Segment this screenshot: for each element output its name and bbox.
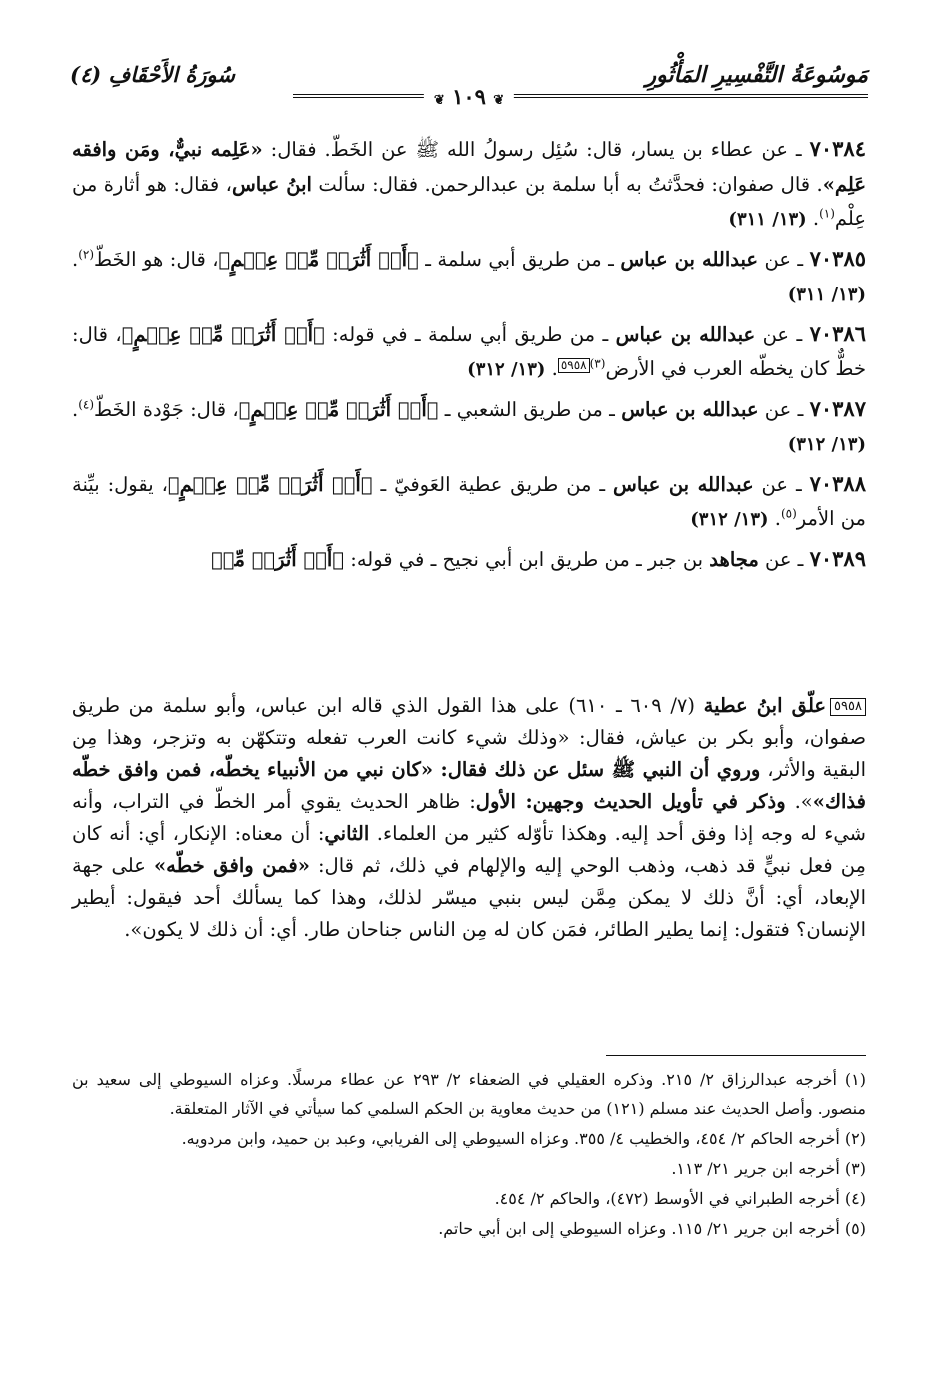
narration-text: ـ عن <box>758 397 810 421</box>
commentary-text <box>72 694 866 941</box>
commentary-box-mark: ٥٩٥٨ <box>830 698 866 716</box>
commentary-part: : أن معناه: الإنكار، أي: أنه كان مِن فعل نبيٍّ قد ذهب، وذهب الوحي إليه والإلهام في ذلك، ثم قال: <box>72 822 866 877</box>
narration-entry: ٧٠٣٨٨ ـ عن عبدالله بن عباس ـ من طريق عطية العَوفيّ ـ ﴿أَوۡ أَثَٰرَةٖ مِّنۡ عِلۡمٍ﴾، يقول: بيِّنة من الأمر$^{(٥)}$. (١٣/ ٣١٢) <box>72 470 866 530</box>
emphasis-text: وذكر في تأويل الحديث وجهين: الأول <box>475 790 786 813</box>
commentary-part: (٧/ ٦٠٩ ـ ٦١٠) على هذا القول الذي قاله ابن عباس، وأبو سلمة من طريق صفوان، وأبو بكر بن عياش، فقال: «وذلك شيء كانت العرب تفعله وتتكهّن به وتزجر، وهذا مِن البقية والأثر، <box>72 694 866 781</box>
emphasis-text: عبدالله بن عباس <box>620 247 759 271</box>
narration-text: ـ عن <box>758 547 810 571</box>
emphasis-text: ﴿أَوۡ أَثَٰرَةٖ مِّنۡ عِلۡمٍ﴾ <box>218 247 419 271</box>
commentary-box-mark: ٥٩٥٨ <box>558 358 590 373</box>
narration-text: ، قال: هو الخَطّ <box>94 247 219 271</box>
emphasis-text: ﴿أَوۡ أَثَٰرَةٖ مِّنۡ عِلۡمٍ﴾ <box>167 472 373 496</box>
narration-number: ٧٠٣٨٨ <box>809 470 866 496</box>
emphasis-text: عبدالله بن عباس <box>621 397 759 421</box>
narration-text: ، قال: خطٌّ كان يخطّه العرب في الأرض <box>72 322 866 380</box>
narration-text: ، يقول: بيِّنة من الأمر <box>72 472 866 530</box>
narration-entry: ٧٠٣٨٦ ـ عن عبدالله بن عباس ـ من طريق أبي سلمة ـ في قوله: ﴿أَوۡ أَثَٰرَةٖ مِّنۡ عِلۡمٍ﴾، قال: خطٌّ كان يخطّه العرب في الأرض$^{(٣)}$٥٩٥٨. (١٣/ ٣١٢) <box>72 320 866 380</box>
narrations <box>72 132 866 581</box>
page-header <box>70 62 868 109</box>
narration-number: ٧٠٣٨٤ <box>809 136 866 161</box>
narration-text: ـ عن <box>753 472 810 496</box>
emphasis-text: وروي أن النبي ﷺ سئل عن ذلك فقال: «كان نبي من الأنبياء يخطّه، فمن وافق خطّه فذاك» <box>72 758 866 813</box>
ornament-icon: ❦ <box>493 93 505 108</box>
narration-entry: ٧٠٣٨٧ ـ عن عبدالله بن عباس ـ من طريق الشعبي ـ ﴿أَوۡ أَثَٰرَةٖ مِّنۡ عِلۡمٍ﴾، قال: جَوْدة الخَطّ$^{(٤)}$. (١٣/ ٣١٢) <box>72 395 866 455</box>
emphasis-text: عبدالله بن عباس <box>615 322 756 346</box>
narration-number: ٧٠٣٨٧ <box>809 395 866 421</box>
narration-text: بن جبر ـ من طريق ابن أبي نجيح ـ في قوله: <box>344 547 710 571</box>
ornament-icon: ❦ <box>433 93 445 108</box>
narration-entry <box>72 542 866 578</box>
emphasis-text: علّق ابنُ عطية <box>703 694 827 717</box>
footnote-rule <box>606 1055 866 1056</box>
narration-text: ، قال: جَوْدة الخَطّ <box>94 397 239 421</box>
commentary-part: : ظاهر الحديث يقوي أمر الخطّ في التراب، وأنه شيء له وجه إذا وفق أحد إليه. وهكذا تأوّله كثير من العلماء. <box>72 790 866 845</box>
narration-entry: ٧٠٣٨٤ ـ عن عطاء بن يسار، قال: سُئِل رسولُ الله ﷺ عن الخَطّ. فقال: «عَلِمه نبيٌّ، ومَن وافقه عَلِم». قال صفوان: فحدَّثتُ به أبا سلمة بن عبدالرحمن. فقال: سألت ابنُ عباس، فقال: هو أثارة من عِلْم$^{(١)}$. (١٣/ ٣١١) <box>72 136 866 230</box>
narration-text: ـ من طريق أبي سلمة ـ في قوله: <box>324 322 616 346</box>
narration-text: ـ عن <box>755 322 810 346</box>
narration-number: ٧٠٣٨٦ <box>809 320 866 346</box>
header-rule <box>453 94 868 98</box>
volume-page-ref: (١٣/ ٣١٢) <box>690 509 769 530</box>
emphasis-text: عبدالله بن عباس <box>613 472 754 496</box>
commentary <box>72 690 866 946</box>
emphasis-text: الثاني <box>324 822 370 845</box>
footnote: (٢) أخرجه الحاكم ٢/ ٤٥٤، والخطيب ٤/ ٣٥٥. وعزاه السيوطي إلى الفريابي، وعبد بن حميد، وابن مردويه. <box>181 1129 866 1148</box>
commentary-part: على جهة الإبعاد، أي: أنَّ ذلك لا يمكن مِمَّن ليس بنبي ميسّر لذلك، وهذا كما يسألك أحد فيقول: أيطير الإنسان؟ فتقول: إنما يطير الطائر، فمَن كان له مِن الناس جناحان طار. أي: أن ذلك لا يكون». <box>72 854 866 941</box>
narration-number: ٧٠٣٨٩ <box>809 545 866 571</box>
volume-page-ref: (١٣/ ٣١٢) <box>467 359 546 380</box>
footnote: (١) أخرجه عبدالرزاق ٢/ ٢١٥. وذكره العقيلي في الضعفاء ٢/ ٢٩٣ عن عطاء مرسلًا. وعزاه السيوطي إلى سعيد بن منصور. وأصل الحديث عند مسلم (١٢١) من حديث معاوية بن الحكم السلمي كما سيأتي في الآثار المتعلقة. <box>72 1070 867 1118</box>
emphasis-text: «عَلِمه نبيٌّ، ومَن وافقه عَلِم» <box>72 138 866 196</box>
narration-text: ـ من طريق الشعبي ـ <box>438 397 622 421</box>
book-title: مَوسُوعَةُ التَّفْسِيرِ المَأْثُورِ <box>645 62 868 88</box>
narration-text: . قال صفوان: فحدَّثتُ به أبا سلمة بن عبدالرحمن. فقال: سألت <box>311 172 823 196</box>
footnote-mark: (٢) <box>78 247 95 261</box>
emphasis-text: «فمن وافق خطّه» <box>153 854 310 877</box>
narration-number: ٧٠٣٨٥ <box>809 245 867 271</box>
footnote: (٥) أخرجه ابن جرير ٢١/ ١١٥. وعزاه السيوطي إلى ابن أبي حاتم. <box>438 1219 866 1238</box>
narration-text: ـ عن عطاء بن يسار، قال: سُئِل رسولُ الله ﷺ عن الخَطّ. فقال: <box>262 138 810 161</box>
footnote-mark: (٣) <box>589 356 606 371</box>
narration-text: ـ من طريق عطية العَوفيّ ـ <box>372 472 614 496</box>
narration-entry: ٧٠٣٨٥ ـ عن عبدالله بن عباس ـ من طريق أبي سلمة ـ ﴿أَوۡ أَثَٰرَةٖ مِّنۡ عِلۡمٍ﴾، قال: هو الخَطّ$^{(٢)}$. (١٣/ ٣١١) <box>72 245 867 305</box>
footnote: (٤) أخرجه الطبراني في الأوسط (٤٧٢)، والحاكم ٢/ ٤٥٤. <box>494 1189 866 1208</box>
footnote-mark: (١) <box>819 206 835 221</box>
surah-title: سُورَةُ الأَحْقَافِ (٤) <box>70 62 235 87</box>
narration-text: ـ من طريق أبي سلمة ـ <box>418 247 621 271</box>
footnote: (٣) أخرجه ابن جرير ٢١/ ١١٣. <box>671 1159 866 1178</box>
narration-text: ـ عن <box>758 247 810 271</box>
emphasis-text: ﴿أَوۡ أَثَٰرَةٖ مِّنۡ عِلۡمٍ﴾ <box>121 322 325 346</box>
page-number: ١٠٩ <box>452 84 486 109</box>
volume-page-ref: (١٣/ ٣١١) <box>787 284 866 305</box>
footnote-mark: (٤) <box>78 397 95 411</box>
volume-page-ref: (١٣/ ٣١١) <box>728 209 807 230</box>
footnote-mark: (٥) <box>780 506 797 521</box>
commentary-part: ». <box>785 790 813 813</box>
emphasis-text: ابنُ عباس <box>231 172 312 196</box>
emphasis-text: مجاهد <box>709 547 759 571</box>
page-number-block <box>424 84 514 109</box>
volume-page-ref: (١٣/ ٣١٢) <box>787 434 866 455</box>
narration-text: ، فقال: هو أثارة من عِلْم <box>72 172 866 230</box>
emphasis-text: ﴿أَوۡ أَثَٰرَةٖ مِّنۡ <box>211 547 345 571</box>
emphasis-text: ﴿أَوۡ أَثَٰرَةٖ مِّنۡ عِلۡمٍ﴾ <box>238 397 439 421</box>
footnotes <box>72 1065 866 1244</box>
